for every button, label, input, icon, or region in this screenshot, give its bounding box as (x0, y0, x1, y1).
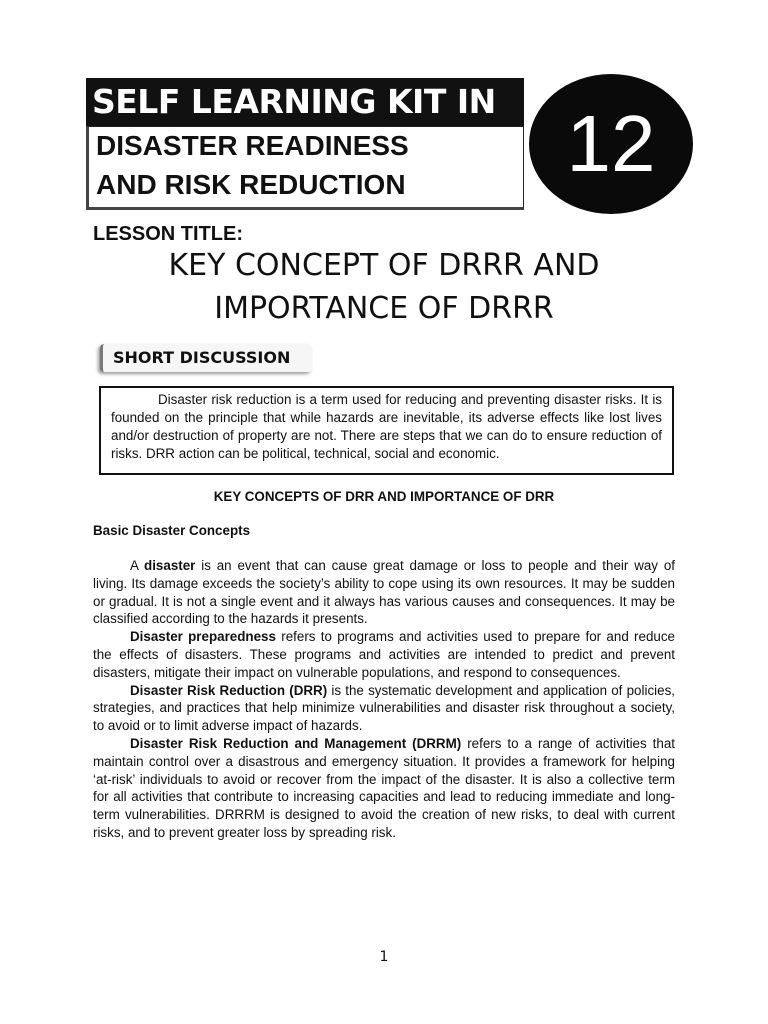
term-drr: Disaster Risk Reduction (DRR) (130, 682, 328, 698)
paragraph-lead: A (130, 558, 145, 573)
page-number: 1 (379, 949, 389, 965)
kit-title-banner: SELF LEARNING KIT IN (86, 78, 524, 126)
intro-box (99, 386, 674, 475)
paragraph-text: is the systematic development and application of policies, strategies, and practices that help minimize vulnerabilities and disaster risk throughout a society, to avoid or to limit adverse impact of hazards. (93, 682, 675, 734)
body-text (93, 557, 675, 842)
grade-badge: 12 (529, 74, 693, 214)
paragraph-preparedness (93, 628, 675, 681)
paragraph-text: refers to programs and activities used to prepare for and reduce the effects of disasters. These programs and activities are intended to predict and prevent disasters, mitigate their impact on vulnerable populations, and respond to consequences. (93, 629, 675, 680)
term-drrm: Disaster Risk Reduction and Management (DRRM) (130, 735, 462, 751)
intro-paragraph: Disaster risk reduction is a term used for reducing and preventing disaster risks. It is founded on the principle that while hazards are inevitable, its adverse effects like lost lives and/or destruction of property are not. There are steps that we can do to ensure reduction of risks. DRR action can be political, technical, social and economic. (111, 392, 662, 461)
term-disaster: disaster (144, 558, 196, 573)
term-disaster-preparedness: Disaster preparedness (130, 629, 276, 645)
paragraph-drr (93, 682, 675, 735)
paragraph-text: is an event that can cause great damage or loss to people and their way of living. Its damage exceeds the society’s ability to cope using its own resources. It may be sudden or gradual. It is not a single event and it always has various causes and consequences. It may be classified according to the hazards it presents. (93, 558, 675, 627)
subject-title-line-1: DISASTER READINESS (96, 130, 409, 161)
section-tab-short-discussion: SHORT DISCUSSION (100, 344, 312, 372)
subsection-heading: Basic Disaster Concepts (93, 523, 251, 538)
lesson-title-label: LESSON TITLE: (93, 223, 243, 245)
paragraph-text: refers to a range of activities that maintain control over a disastrous and emergency situation. It provides a framework for helping ‘at-risk’ individuals to avoid or recover from the impact of the disaster. It is also a collective term for all activities that contribute to increasing capacities and lead to reducing immediate and long-term vulnerabilities. DRRRM is designed to avoid the creation of new risks, to deal with current risks, and to prevent greater loss by spreading risk. (93, 735, 676, 840)
paragraph-disaster (93, 557, 675, 628)
lesson-title (84, 244, 684, 330)
section-heading: KEY CONCEPTS OF DRR AND IMPORTANCE OF DRR (213, 489, 555, 504)
lesson-title-line-2: IMPORTANCE OF DRRR (214, 291, 554, 326)
paragraph-drrm (93, 735, 675, 842)
lesson-title-line-1: KEY CONCEPT OF DRRR AND (168, 248, 600, 283)
subject-title-line-2: AND RISK REDUCTION (96, 169, 406, 200)
